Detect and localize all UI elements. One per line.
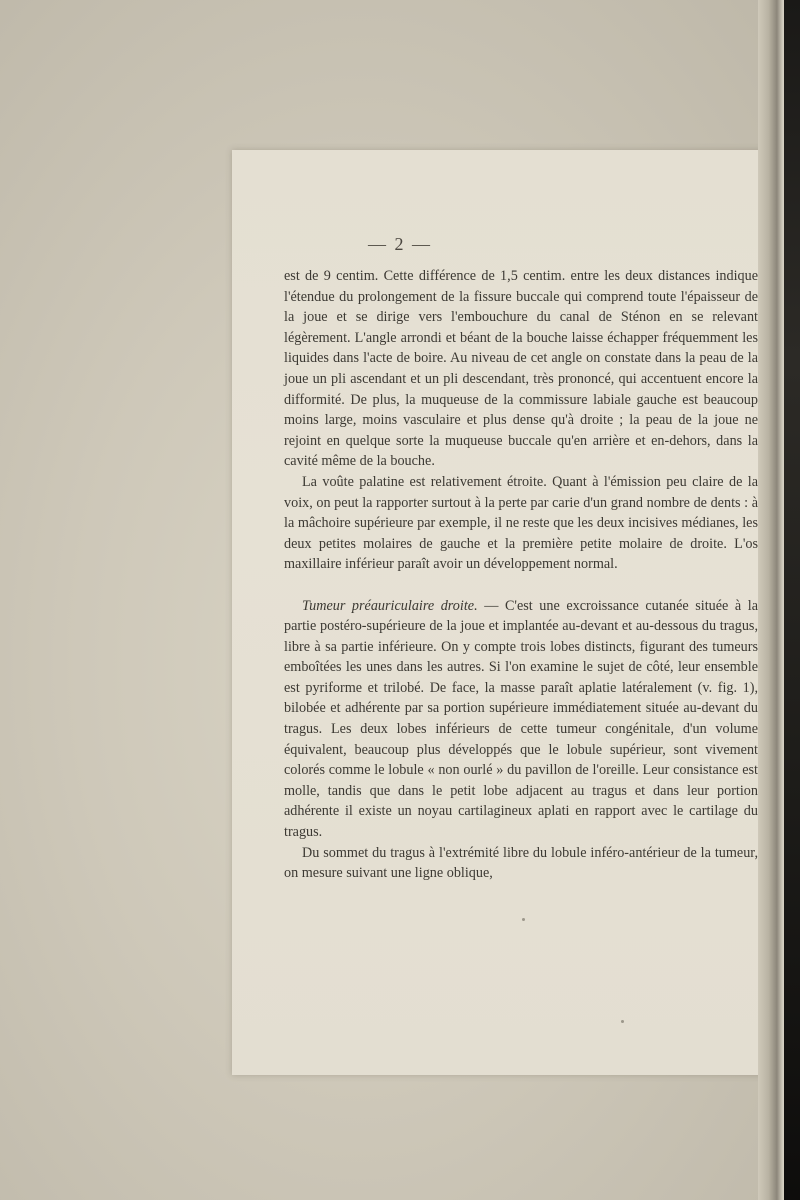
body-text: [284, 266, 758, 884]
paragraph-4: Du sommet du tragus à l'extrémité libre du lobule inféro-antérieur de la tumeur, on mesure suivant une ligne oblique,: [284, 844, 758, 882]
paragraph-3: [284, 596, 758, 843]
paragraph-3-text: — C'est une excroissance cutanée située à la partie postéro-supérieure de la joue et implantée au-devant et au-dessous du tragus, libre à sa partie inférieure. On y compte trois lobes distincts, figurant des tumeurs emboîtées les unes dans les autres. Si l'on examine le sujet de côté, leur ensemble est pyriforme et trilobé. De face, la masse paraît aplatie latéralement (v. fig. 1), bilobée et adhérente par sa portion supérieure immédiatement située au-devant du tragus. Les deux lobes inférieurs de cette tumeur congénitale, d'un volume équivalent, beaucoup plus développés que le lobule supérieur, sont vivement colorés comme le lobule « non ourlé » du pavillon de l'oreille. Leur consistance est molle, tandis que dans le petit lobe adjacent au tragus et dans leur portion adhérente il existe un noyau cartilagineux aplati en rapport avec le cartilage du tragus.: [284, 597, 758, 841]
paper-speck: [522, 918, 525, 921]
paragraph-2: La voûte palatine est relativement étroite. Quant à l'émission peu claire de la voix, on peut la rapporter surtout à la perte par carie d'un grand nombre de dents : à la mâchoire supérieure par exemple, il ne reste que les deux incisives médianes, les deux petites molaires de gauche et la première petite molaire de droite. L'os maxillaire inférieur paraît avoir un développement normal.: [284, 473, 758, 573]
section-heading: Tumeur préauriculaire droite.: [302, 597, 478, 614]
paragraph-1: est de 9 centim. Cette différence de 1,5 centim. entre les deux distances indique l'étendue du prolongement de la fissure buccale qui comprend toute l'épaisseur de la joue et se dirige vers l'embouchure du canal de Sténon en se relevant légèrement. L'angle arrondi et béant de la bouche laisse échapper fréquemment les liquides dans l'acte de boire. Au niveau de cet angle on constate dans la peau de la joue un pli ascendant et un pli descendant, très prononcé, qui accentuent encore la difformité. De plus, la muqueuse de la commissure labiale gauche est beaucoup moins large, moins vasculaire et plus dense qu'à droite ; la peau de la joue ne rejoint en quelque sorte la muqueuse buccale qu'en arrière et en-dehors, dans la cavité même de la bouche.: [284, 268, 758, 470]
page-number: — 2 —: [368, 234, 432, 254]
paper-speck: [621, 1020, 624, 1023]
binding-edge: [784, 0, 800, 1200]
